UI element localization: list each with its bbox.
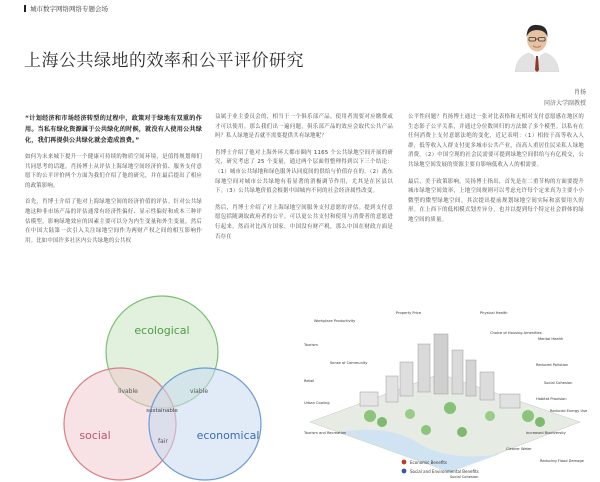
city-label: Social Cohesion (544, 381, 573, 385)
city-label: Urban Cooling (304, 401, 330, 405)
city-label: Cleaner Water (506, 447, 532, 451)
legend-social-marker (402, 469, 407, 474)
city-label: Social Cohesion (450, 475, 479, 479)
city-label: Property Price (396, 311, 422, 315)
city-label: Choice of Housing Amenities (490, 331, 542, 335)
city-label: Mental Health (538, 337, 564, 341)
city-label: Tourism (304, 343, 318, 347)
paragraph: 首先，肖博士介绍了他对上海绿地空间的经济价值的评估。针对公共绿地这种非市场产品的评估通常有经济性偏好、显示性偏好和成本三种评估模型，影响绿地效应的因素主要可以分为内生变量和外生变量，然后在中国大陆第一次引入关注绿地空间作为两财产权之间的相互影响作用。比如中国许多社区内公共绿地的公共权 (25, 199, 202, 244)
paragraph: 最后，美于政策影响，吴扬博士指出，首先是在二重节构的方面要提升城市绿地空间效率，上地空间规则可以考虑允许每个定来真为主要小小微型的微型绿地空间。其次提出提前规划绿地空间实际和富要用久的形。在上西下的低相模式划差异分，也并以提到每个特定社会群体的绿地空间的质量。 (408, 178, 584, 223)
text-column-1 (25, 113, 202, 253)
paragraph: 公平性问题？肖扬博士通过一张对比表格和无相对支付意愿感在地区的生态影子公平关系，并通过分位数回归的方法做了多个模型。以私有在任何消费上支付意愿法绝的变化，近记表明：（1）相较于高等收入人群，低等收入人群支付更多城市公共产业，而高人重居住民采私人绿地消费。（2）中国空现的社会民需要可提到绿地空间供给与有亿税交，公共绿地空间发展的资源主要自影响低收入人的相需要。 (408, 114, 584, 168)
city-label: Increased Biodiversity (526, 431, 566, 435)
paragraph: 然后，肖博士介绍了对上海绿地空间服务支付意愿的评估。提到支付意愿包括随调取政府者的公平，可以更公共支付和使用与消费者的意愿进行起来。然而对比西方国家，中国没有财产税，那么中国在财政方面是否存在 (215, 204, 393, 240)
venn-overlap-sustainable: sustainable (146, 408, 178, 414)
venn-overlap-livable: livable (118, 388, 138, 395)
text-column-3 (408, 113, 584, 233)
city-label: Reduced Energy Use (550, 409, 588, 413)
city-label: Reducing Flood Damage (540, 459, 584, 463)
author-block (544, 87, 586, 109)
header-text: 城市数字网络网络专题会场 (30, 5, 108, 13)
paragraph: 益属于业主委员会的，相当于一个俱乐部产品。使用者需要对应缴费或才可以使用。那么我们出一遍问题，俱乐部产品的效应会取代公共产品吗？私人绿地是否就不需要提供共有绿地呢？ (215, 114, 393, 140)
venn-overlap-viable: viable (189, 388, 209, 395)
article-title: 上海公共绿地的效率和公平评价研究 (24, 51, 304, 71)
author-affiliation: 同济大学副教授 (543, 100, 586, 107)
legend-economic-label: Economic Benefits (410, 460, 448, 465)
venn-label-social: social (79, 429, 111, 442)
lead-quote: “计划经济和市场经济转型的过程中，政策对于绿地有双重的作用。当私有绿化资源属于公共绿化的时候，就没有人使用公共绿化，我们再提供公共绿化就会造成浪费。” (25, 115, 202, 144)
text-column-2 (215, 113, 393, 249)
paragraph: 如何为未来城下提升一个健康可持续的物质空间环境，是值得规划师们共同思考的话题。肖扬博士从评估上海绿地空间经济价值、服务支付意愿下的公平评价两个方面为我们介绍了他的研究，并在最后提出了相应的政策影响。 (25, 154, 202, 189)
sustainability-venn-diagram (0, 292, 300, 482)
venn-circle-economical (149, 368, 261, 480)
venn-label-ecological: ecological (134, 324, 190, 337)
header-bar-decoration (24, 5, 26, 12)
author-portrait (507, 12, 567, 72)
city-label: Retail (304, 379, 315, 383)
city-label: Tourism and Recreation (304, 431, 347, 435)
venn-label-economical: economical (196, 429, 260, 442)
legend-social-label: Social and Environmental Benefits (410, 469, 479, 474)
city-label: Workplace Productivity (314, 319, 356, 323)
author-name: 肖扬 (573, 89, 586, 96)
legend-economic-marker (402, 460, 407, 465)
city-label: Reduced Pollution (536, 363, 569, 367)
city-label: Habitat Provision (536, 397, 567, 401)
city-label: Sense of Community (330, 361, 368, 365)
city-label: Physical Health (480, 311, 508, 315)
paragraph: 肖博士介绍了他对上海外环大都市圈内 1165 个公共绿地空间开展的研究，研究考虑了 25 个变量，通过两个层面得整理得到以下三个结论：（1）城市公共绿地和绿色服务认同度间的供给与价值存在的。（2）离东绿地空间对城市公共绿地有着显著的消极调节作用，尤其是在区县以下。（3）公共绿地价值会根据中国城内不同的社会经济属性改变。 (215, 149, 393, 195)
venn-overlap-fair: fair (158, 438, 168, 445)
green-space-benefits-illustration (300, 304, 590, 480)
page-header (24, 4, 108, 13)
